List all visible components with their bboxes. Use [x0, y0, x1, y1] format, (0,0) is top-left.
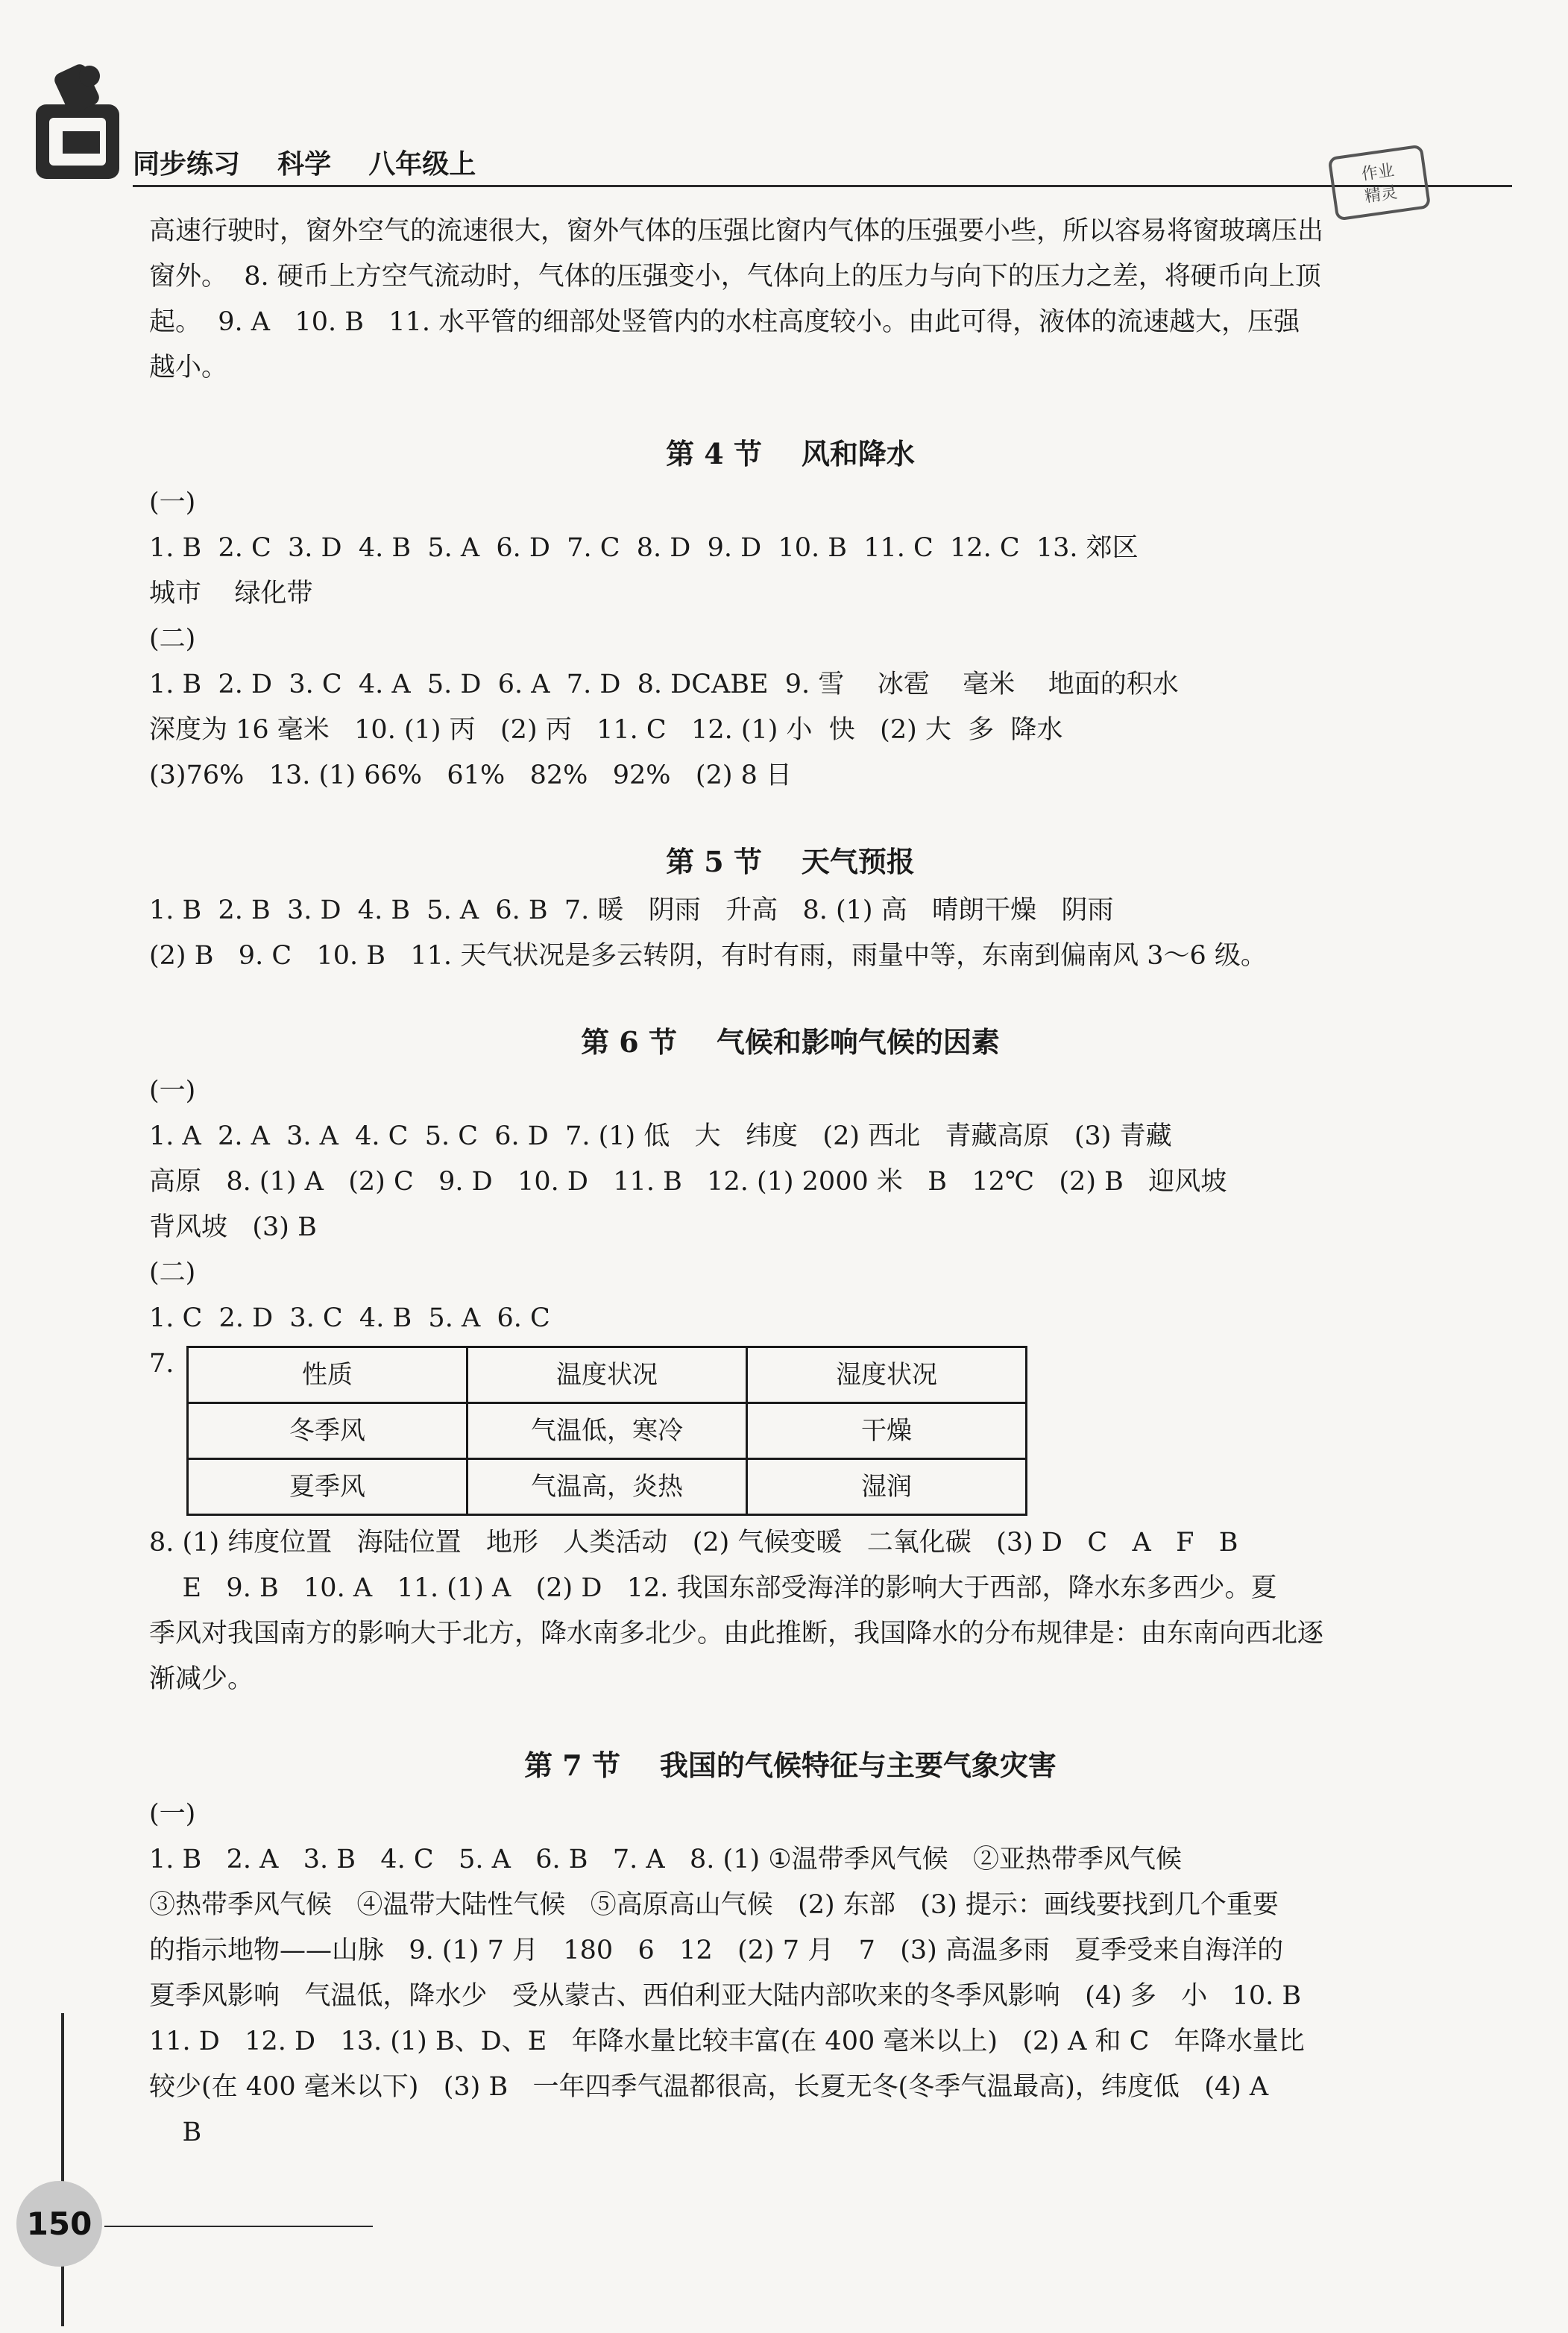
text-line: 越小。: [149, 353, 228, 382]
text-line: E 9. B 10. A 11. (1) A (2) D 12. 我国东部受海洋的影响大于西部，降水东多西少。夏: [149, 1573, 1277, 1603]
text-line: 1. B 2. D 3. C 4. A 5. D 6. A 7. D 8. DCABE 9. 雪 冰雹 毫米 地面的积水: [149, 670, 1179, 699]
footer-rule: [104, 2226, 373, 2227]
table-row: [188, 1459, 1027, 1515]
header-rule: [133, 185, 1512, 187]
text-line: 季风对我国南方的影响大于北方，降水南多北少。由此推断，我国降水的分布规律是：由东南向西北逐: [149, 1619, 1324, 1649]
table-cell: 湿润: [747, 1459, 1027, 1515]
section-title: 第 5 节 天气预报: [666, 845, 915, 878]
text-line: 1. A 2. A 3. A 4. C 5. C 6. D 7. (1) 低 大 纬度 (2) 西北 青藏高原 (3) 青藏: [149, 1121, 1172, 1151]
text-line: 1. B 2. C 3. D 4. B 5. A 6. D 7. C 8. D 9. D 10. B 11. C 12. C 13. 郊区: [149, 533, 1139, 563]
table-block: [149, 1341, 1432, 1520]
answer-content: [149, 209, 1432, 2156]
table-row: [188, 1347, 1027, 1403]
table-cell: 气温低，寒冷: [467, 1403, 747, 1459]
table-cell: 干燥: [747, 1403, 1027, 1459]
text-line: 渐减少。: [149, 1664, 254, 1694]
table-cell: 冬季风: [188, 1403, 467, 1459]
svg-text:精灵: 精灵: [1363, 183, 1399, 207]
page-number: 150: [26, 2206, 92, 2242]
table-cell: 气温高，炎热: [467, 1459, 747, 1515]
text-line: 1. B 2. A 3. B 4. C 5. A 6. B 7. A 8. (1) ①温带季风气候 ②亚热带季风气候: [149, 1845, 1183, 1874]
text-line: (2) B 9. C 10. B 11. 天气状况是多云转阴，有时有雨，雨量中等，东南到偏南风 3～6 级。: [149, 941, 1267, 971]
monsoon-table: [186, 1346, 1027, 1516]
text-line: 1. B 2. B 3. D 4. B 5. A 6. B 7. 暖 阴雨 升高 8. (1) 高 晴朗干燥 阴雨: [149, 895, 1114, 925]
section-title: 第 7 节 我国的气候特征与主要气象灾害: [524, 1748, 1057, 1782]
table-cell: 夏季风: [188, 1459, 467, 1515]
microscope-book-logo-icon: [30, 60, 127, 186]
text-line: 11. D 12. D 13. (1) B、D、E 年降水量比较丰富(在 400 毫米以上) (2) A 和 C 年降水量比: [149, 2027, 1305, 2056]
table-row: [188, 1403, 1027, 1459]
text-line: 1. C 2. D 3. C 4. B 5. A 6. C: [149, 1303, 550, 1333]
text-line: 起。 9. A 10. B 11. 水平管的细部处竖管内的水柱高度较小。由此可得，液体的流速越大，压强: [149, 307, 1300, 337]
table-header-cell: 温度状况: [467, 1347, 747, 1403]
text-line: 深度为 16 毫米 10. (1) 丙 (2) 丙 11. C 12. (1) 小 快 (2) 大 多 降水: [149, 715, 1063, 745]
page-header: [30, 60, 1521, 209]
part-label: (二): [149, 1258, 196, 1288]
text-line: 8. (1) 纬度位置 海陆位置 地形 人类活动 (2) 气候变暖 二氧化碳 (3) D C A F B: [149, 1528, 1238, 1558]
section-title: 第 4 节 风和降水: [666, 437, 915, 470]
part-label: (一): [149, 1076, 196, 1106]
question-number: 7.: [149, 1349, 174, 1379]
text-line: 较少(在 400 毫米以下) (3) B 一年四季气温都很高，长夏无冬(冬季气温最高)，纬度低 (4) A: [149, 2072, 1269, 2102]
text-line: (3)76% 13. (1) 66% 61% 82% 92% (2) 8 日: [149, 761, 793, 790]
text-line: ③热带季风气候 ④温带大陆性气候 ⑤高原高山气候 (2) 东部 (3) 提示：画线要找到几个重要: [149, 1890, 1279, 1920]
text-line: 高原 8. (1) A (2) C 9. D 10. D 11. B 12. (1) 2000 米 B 12℃ (2) B 迎风坡: [149, 1167, 1227, 1197]
text-line: 背风坡 (3) B: [149, 1212, 317, 1242]
book-title: 同步练习 科学 八年级上: [133, 148, 476, 180]
text-line: 的指示地物——山脉 9. (1) 7 月 180 6 12 (2) 7 月 7 (3) 高温多雨 夏季受来自海洋的: [149, 1936, 1284, 1965]
text-line: 高速行驶时，窗外空气的流速很大，窗外气体的压强比窗内气体的压强要小些，所以容易将窗玻璃压出: [149, 216, 1324, 246]
table-header-cell: 性质: [188, 1347, 467, 1403]
text-line: 城市 绿化带: [149, 579, 313, 608]
part-label: (一): [149, 488, 196, 517]
margin-rule: [61, 2013, 64, 2326]
svg-text:作业: 作业: [1360, 161, 1396, 185]
text-line: 夏季风影响 气温低，降水少 受从蒙古、西伯利亚大陆内部吹来的冬季风影响 (4) 多 小 10. B: [149, 1981, 1302, 2011]
section-title: 第 6 节 气候和影响气候的因素: [581, 1025, 1000, 1059]
text-line: B: [149, 2118, 202, 2147]
table-header-cell: 湿度状况: [747, 1347, 1027, 1403]
part-label: (一): [149, 1799, 196, 1829]
text-line: 窗外。 8. 硬币上方空气流动时，气体的压强变小，气体向上的压力与向下的压力之差，将硬币向上顶: [149, 262, 1321, 292]
part-label: (二): [149, 624, 196, 654]
